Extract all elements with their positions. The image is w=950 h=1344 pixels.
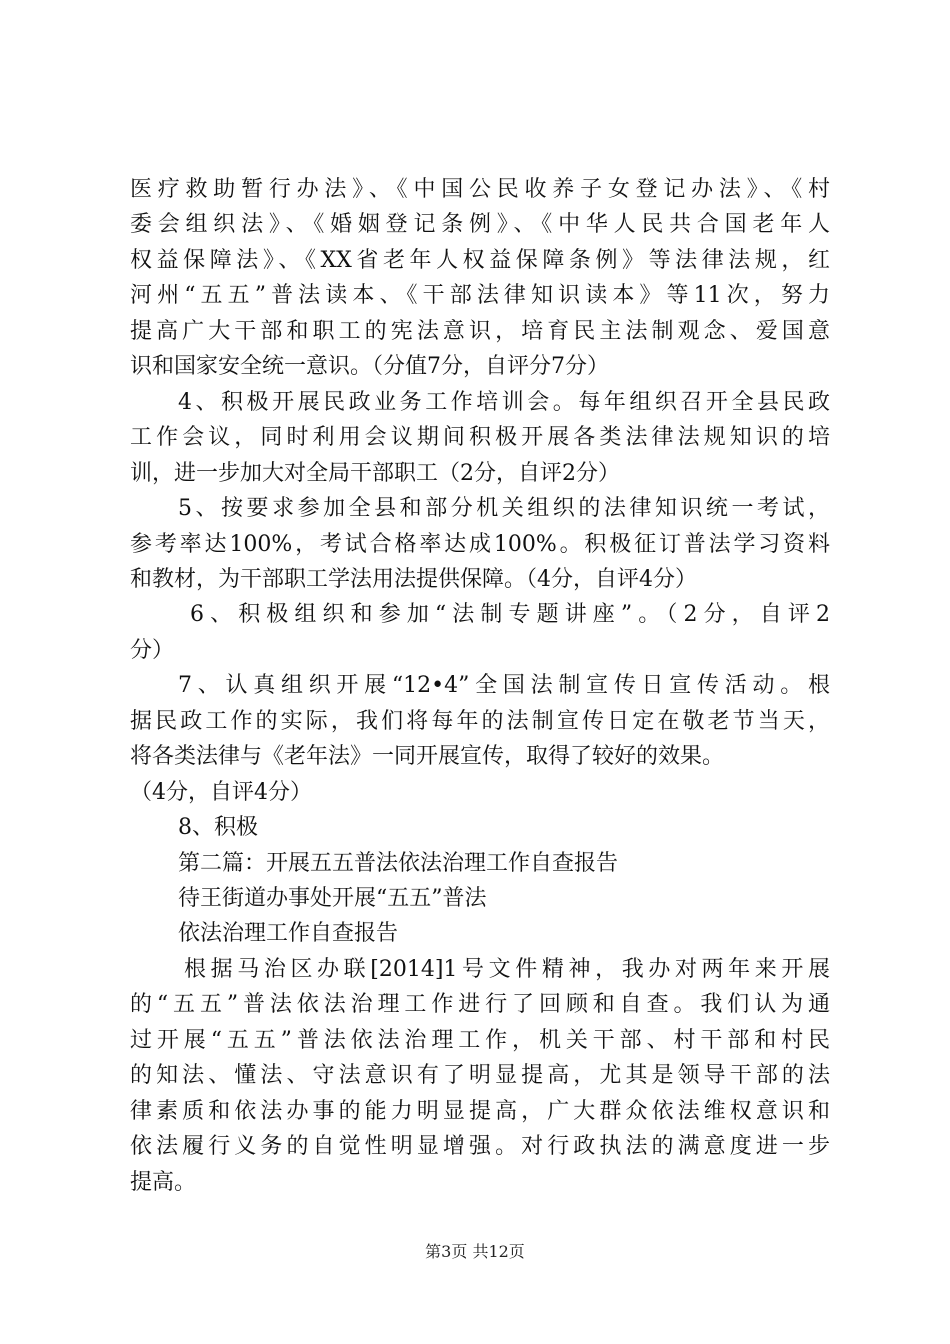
body-line: 提高。 <box>130 1169 197 1195</box>
body-line: 律素质和依法办事的能力明显提高，广大群众依法维权意识和 <box>130 1098 830 1124</box>
paragraph-start-line: 8、积极 <box>178 815 258 841</box>
report-title: 依法治理工作自查报告 <box>178 921 399 947</box>
body-line: 医疗救助暂行办法》、《中国公民收养子女登记办法》、《村 <box>130 177 830 202</box>
paragraph-start-line: 4、积极开展民政业务工作培训会。每年组织召开全县民政 <box>178 389 830 415</box>
paragraph-start-line: 7、认真组织开展“12•4”全国法制宣传日宣传活动。根 <box>178 673 830 699</box>
body-line: 参考率达100%，考试合格率达成100%。积极征订普法学习资料 <box>130 531 830 557</box>
paragraph-start-line: 根据马治区办联[2014]1号文件精神，我办对两年来开展 <box>184 956 830 982</box>
body-line: 的知法、懂法、守法意识有了明显提高，尤其是领导干部的法 <box>130 1063 830 1089</box>
body-line: 提高广大干部和职工的宪法意识，培育民主法制观念、爱国意 <box>130 318 830 344</box>
body-line: 过开展“五五”普法依法治理工作，机关干部、村干部和村民 <box>130 1027 830 1053</box>
paragraph-start-line: 5、按要求参加全县和部分机关组织的法律知识统一考试， <box>178 496 830 521</box>
body-line: 的“五五”普法依法治理工作进行了回顾和自查。我们认为通 <box>130 992 830 1018</box>
page-number-footer: 第3页 共12页 <box>425 1242 525 1261</box>
body-line: 依法履行义务的自觉性明显增强。对行政执法的满意度进一步 <box>130 1134 830 1160</box>
body-line: （4分，自评4分） <box>130 779 312 805</box>
report-title: 待王街道办事处开展“五五”普法 <box>178 886 487 911</box>
body-line: 河州“五五”普法读本、《干部法律知识读本》等11次，努力 <box>130 283 830 309</box>
body-line: 委会组织法》、《婚姻登记条例》、《中华人民共合国老年人 <box>130 212 830 238</box>
body-line: 将各类法律与《老年法》一同开展宣传，取得了较好的效果。 <box>130 744 725 770</box>
body-line: 识和国家安全统一意识。（分值7分，自评分7分） <box>130 354 609 380</box>
body-line: 训，进一步加大对全局干部职工（2分，自评2分） <box>130 460 620 486</box>
body-line: 据民政工作的实际，我们将每年的法制宣传日定在敬老节当天， <box>130 708 830 734</box>
section-heading: 第二篇：开展五五普法依法治理工作自查报告 <box>178 850 619 876</box>
body-line: 工作会议，同时利用会议期间积极开展各类法律法规知识的培 <box>130 425 830 451</box>
body-line: 和教材，为干部职工学法用法提供保障。（4分，自评4分） <box>130 566 697 592</box>
body-line: 分） <box>130 637 175 663</box>
body-line: 权益保障法》、《XX省老年人权益保障条例》等法律法规，红 <box>130 247 830 273</box>
paragraph-start-line: 6、积极组织和参加“法制专题讲座”。（2分，自评2 <box>190 602 830 628</box>
